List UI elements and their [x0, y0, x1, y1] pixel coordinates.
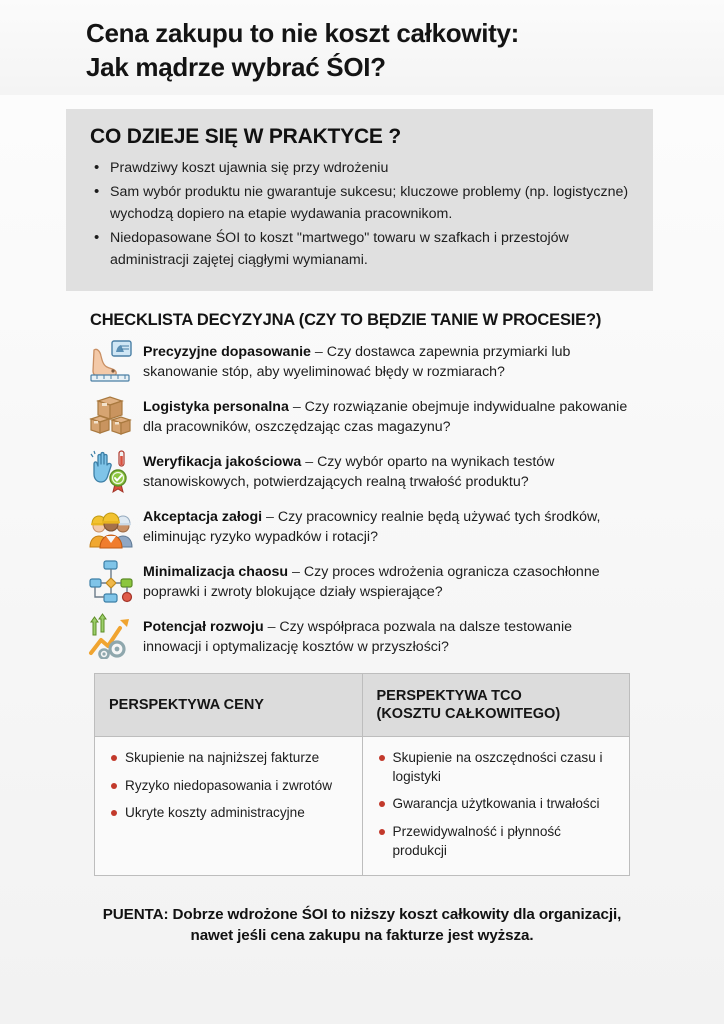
checklist-item: [88, 450, 631, 494]
conclusion-text: PUENTA: Dobrze wdrożone ŚOI to niższy koszt całkowity dla organizacji, nawet jeśli cena zakupu na fakturze jest wyższa.: [102, 905, 622, 945]
table-cell-tco: [362, 736, 629, 874]
checklist-item: [88, 615, 631, 659]
checklist-item-text: [143, 340, 631, 383]
list-item: Skupienie na oszczędności czasu i logistyki: [377, 749, 616, 787]
practice-section: [66, 109, 653, 291]
checklist-item-text: [143, 395, 631, 438]
tco-perspective-list: [377, 749, 616, 861]
checklist-item-description: Czy dostawca zapewnia przymiarki lub skanowanie stóp, aby wyeliminować błędy w rozmiarach?: [143, 343, 571, 381]
table-header-tco: [362, 674, 629, 737]
page-title-line-1: Cena zakupu to nie koszt całkowity:: [86, 18, 520, 48]
table-row: [95, 736, 629, 874]
cardboard-boxes-icon: [88, 393, 134, 439]
table-cell-price: [95, 736, 362, 874]
checklist-dash: –: [305, 453, 314, 470]
price-perspective-list: [109, 749, 348, 823]
page-title-line-2: Jak mądrze wybrać ŚOI?: [86, 52, 386, 83]
checklist-dash: –: [292, 563, 300, 580]
list-item: Skupienie na najniższej fakturze: [109, 749, 348, 768]
practice-section-heading: CO DZIEJE SIĘ W PRAKTYCE ?: [90, 124, 401, 148]
checklist-item-text: [143, 505, 631, 548]
checklist-item-label: Logistyka personalna: [143, 398, 289, 415]
table-header-tco-label-1: PERSPEKTYWA TCO: [376, 687, 522, 704]
table-header-tco-label-2: (KOSZTU CAŁKOWITEGO): [376, 705, 561, 722]
checklist-item-text: [143, 560, 631, 603]
flowchart-icon: [88, 558, 134, 604]
table-header-price-label: PERSPEKTYWA CENY: [109, 696, 264, 713]
checklist-item-description: Czy wybór oparto na wynikach testów stanowiskowych, potwierdzających realną trwałość produktu?: [143, 453, 555, 491]
workers-hardhats-icon: [88, 503, 134, 549]
comparison-table: [94, 673, 630, 876]
list-item: Przewidywalność i płynność produkcji: [377, 823, 616, 861]
checklist-dash: –: [267, 618, 276, 635]
checklist-item-description: Czy proces wdrożenia ogranicza czasochłonne poprawki i zwroty blokujące działy wspierające?: [143, 563, 600, 601]
glove-quality-badge-icon: [88, 448, 134, 494]
checklist-item: [88, 340, 631, 384]
checklist-section: [66, 311, 653, 659]
checklist-item-label: Akceptacja załogi: [143, 508, 263, 525]
checklist-dash: –: [292, 398, 301, 415]
list-item: Ryzyko niedopasowania i zwrotów: [109, 777, 348, 796]
checklist-item-label: Minimalizacja chaosu: [143, 563, 289, 580]
checklist-dash: –: [266, 508, 274, 525]
list-item: Ukryte koszty administracyjne: [109, 804, 348, 823]
conclusion-section: [66, 896, 658, 961]
checklist-item-label: Precyzyjne dopasowanie: [143, 343, 311, 360]
checklist-item-label: Weryfikacja jakościowa: [143, 453, 302, 470]
list-item: • Sam wybór produktu nie gwarantuje sukcesu; kluczowe problemy (np. logistyczne) wychodzą dopiero na etapie wydawania pracownikom.: [90, 181, 629, 225]
checklist-item-description: Czy pracownicy realnie będą używać tych środków, eliminując ryzyko wypadków i rotacji?: [143, 508, 601, 546]
practice-bullet-list: [90, 157, 629, 271]
growth-arrow-gears-icon: [88, 613, 134, 659]
checklist-item: [88, 505, 631, 549]
checklist-item-text: [143, 450, 631, 493]
checklist-heading: CHECKLISTA DECYZYJNA (CZY TO BĘDZIE TANIE W PROCESIE?): [90, 310, 602, 329]
list-item: Gwarancja użytkowania i trwałości: [377, 795, 616, 814]
checklist-item-description: Czy rozwiązanie obejmuje indywidualne pakowanie dla pracowników, oszczędzając czas magazynu?: [143, 398, 628, 436]
checklist-item-text: [143, 615, 631, 658]
checklist-item: [88, 560, 631, 604]
checklist-item: [88, 395, 631, 439]
foot-measuring-icon: [88, 338, 134, 384]
list-item: • Niedopasowane ŚOI to koszt "martwego" towaru w szafkach i przestojów administracji zajętej ciągłymi wymianami.: [90, 227, 629, 271]
checklist-item-label: Potencjał rozwoju: [143, 618, 264, 635]
table-header-row: [95, 674, 629, 737]
table-header-price: [95, 674, 362, 737]
title-block: [0, 0, 724, 95]
list-item: • Prawdziwy koszt ujawnia się przy wdrożeniu: [90, 157, 629, 179]
checklist-dash: –: [314, 343, 323, 360]
checklist-item-description: Czy współpraca pozwala na dalsze testowanie innowacji i optymalizację kosztów w przyszłości?: [143, 618, 572, 656]
